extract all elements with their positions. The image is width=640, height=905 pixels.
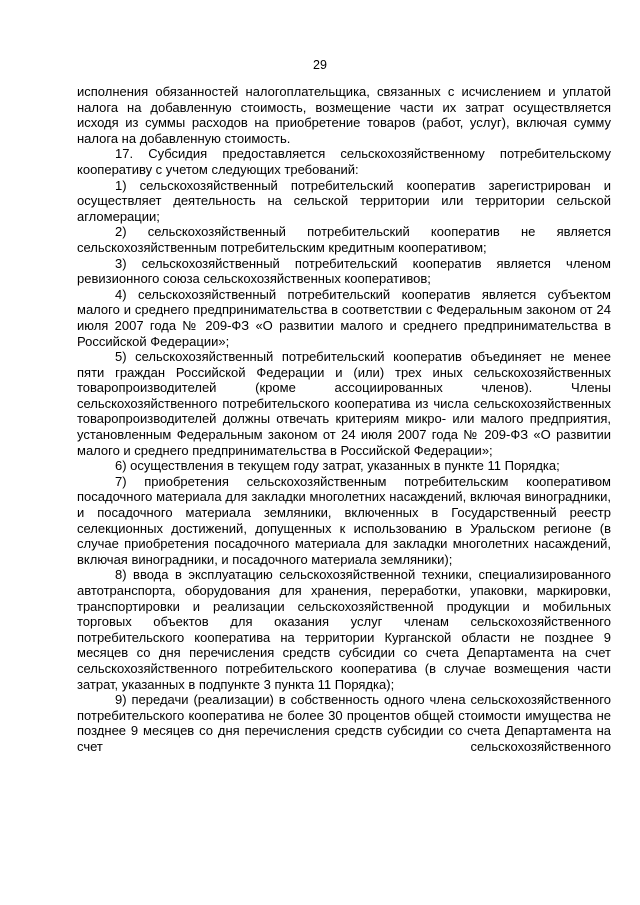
requirement-item-9: 9) передачи (реализации) в собственность одного члена сельскохозяйственного потребительского кооператива не более 30 процентов общей стоимости имущества не позднее 9 месяцев со дня перечисления средств субсидии со счета Департамента на счет сельскохозяйственного bbox=[77, 692, 611, 754]
requirement-item-1: 1) сельскохозяйственный потребительский кооператив зарегистрирован и осуществляет деятельность на сельской территории или территории сельской агломерации; bbox=[77, 177, 611, 224]
requirement-item-4: 4) сельскохозяйственный потребительский кооператив является субъектом малого и среднего предпринимательства в соответствии с Федеральным законом от 24 июля 2007 года № 209-ФЗ «О развитии малого и среднего предпринимательства в Российской Федерации»; bbox=[77, 286, 611, 349]
page-number: 29 bbox=[313, 58, 327, 72]
paragraph-continuation: исполнения обязанностей налогоплательщика, связанных с исчислением и уплатой налога на добавленную стоимость, возмещение части их затрат осуществляется исходя из суммы расходов на приобретение товаров (работ, услуг), включая сумму налога на добавленную стоимость. bbox=[77, 84, 611, 146]
requirement-item-5: 5) сельскохозяйственный потребительский кооператив объединяет не менее пяти граждан Российской Федерации и (или) трех иных сельскохозяйственных товаропроизводителей (кроме ассоциированных членов). Члены сельскохозяйственного потребительского кооператива из числа сельскохозяйственных товаропроизводителей должны отвечать критериям микро- или малого предприятия, установленным Федеральным законом от 24 июля 2007 года № 209-ФЗ «О развитии малого и среднего предпринимательства в Российской Федерации»; bbox=[77, 349, 611, 458]
requirement-item-7: 7) приобретения сельскохозяйственным потребительским кооперативом посадочного материала для закладки многолетних насаждений, включая виноградники, и посадочного материала земляники, включенных в Государственный реестр селекционных достижений, допущенных к использованию в Уральском регионе (в случае приобретения посадочного материала для закладки многолетних насаждений, включая виноградники, и посадочного материала земляники); bbox=[77, 473, 611, 567]
requirement-item-8: 8) ввода в эксплуатацию сельскохозяйственной техники, специализированного автотранспорта, оборудования для хранения, переработки, упаковки, маркировки, транспортировки и реализации сельскохозяйственной продукции и мобильных торговых объектов для оказания услуг членам сельскохозяйственного потребительского кооператива на территории Курганской области не позднее 9 месяцев со дня перечисления средств субсидии со счета Департамента на счет сельскохозяйственного потребительского кооператива (в случае возмещения части затрат, указанных в подпункте 3 пункта 11 Порядка); bbox=[77, 567, 611, 692]
body-text bbox=[77, 84, 611, 755]
requirement-item-3: 3) сельскохозяйственный потребительский кооператив является членом ревизионного союза сельскохозяйственных кооперативов; bbox=[77, 255, 611, 287]
requirement-item-2: 2) сельскохозяйственный потребительский кооператив не является сельскохозяйственным потребительским кредитным кооперативом; bbox=[77, 224, 611, 255]
requirement-item-6: 6) осуществления в текущем году затрат, указанных в пункте 11 Порядка; bbox=[115, 458, 560, 474]
paragraph-item-17: 17. Субсидия предоставляется сельскохозяйственному потребительскому кооперативу с учетом следующих требований: bbox=[77, 146, 611, 177]
